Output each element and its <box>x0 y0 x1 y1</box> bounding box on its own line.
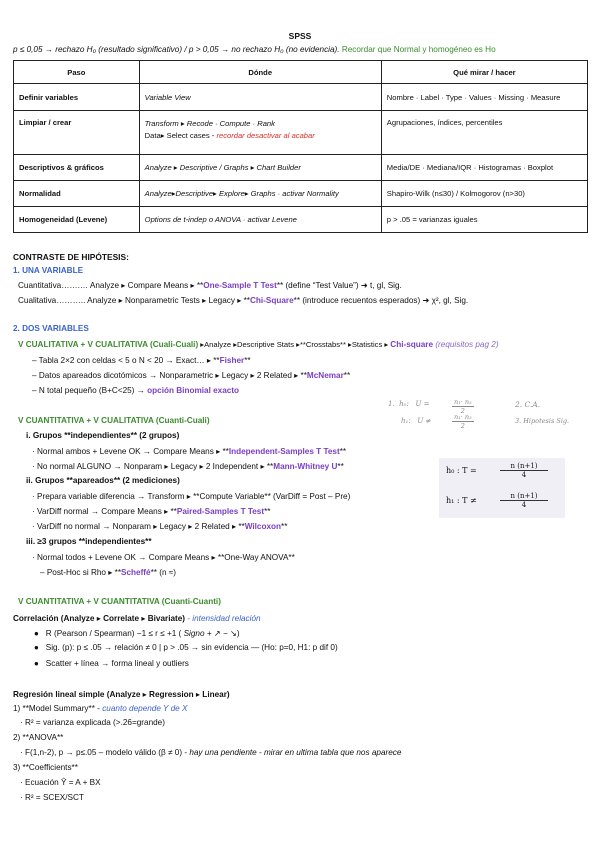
note-text: U = <box>415 400 430 408</box>
table-row <box>14 207 588 233</box>
line-text: – N total pequeño (B+C<25) → <box>32 386 148 395</box>
regresion-anova-detail <box>20 748 401 757</box>
bullet: ● <box>34 629 46 638</box>
fraction-denominator: 4 <box>521 471 527 479</box>
table-cell-paso: Definir variables <box>14 84 140 111</box>
test-name: Scheffé <box>121 568 151 577</box>
line-text: ** (n ≈) <box>150 568 177 577</box>
hypothesis-h1: h₁ : T ≠ <box>446 496 477 505</box>
table-cell-mirar: p > .05 = varianzas iguales <box>381 207 587 233</box>
regresion-heading: Regresión lineal simple (Analyze ▸ Regression ▸ Linear) <box>13 690 230 699</box>
regresion-anova: 2) **ANOVA** <box>13 733 64 742</box>
test-name: Independent-Samples T Test <box>228 447 340 456</box>
donde-select-cases: Data▸ Select cases - <box>144 131 217 140</box>
regresion-r2-formula: · R² = SCEX/SCT <box>20 793 84 802</box>
cuanti-cuanti-heading: V CUANTITATIVA + V CUANTITATIVA (Cuanti-Cuanti) <box>18 597 221 606</box>
line-text: ** <box>339 447 347 456</box>
line-text: Cualitativa……….. Analyze ▸ Nonparametric Tests ▸ Legacy ▸ ** <box>18 296 250 305</box>
apareados-heading: ii. Grupos **apareados** (2 mediciones) <box>26 476 180 485</box>
table-cell-mirar: Media/DE · Mediana/IQR · Histogramas · Boxplot <box>381 155 587 181</box>
hypothesis-h1-fraction <box>500 492 548 509</box>
note-text: h₁: <box>401 417 411 425</box>
line-text: Cuantitativa…….… Analyze ▸ Compare Means ▸ ** <box>18 281 204 290</box>
table-cell-mirar: Shapiro-Wilk (n≤30) / Kolmogorov (n>30) <box>381 181 587 207</box>
correlacion-bullet-3 <box>34 659 189 668</box>
table-cell-paso: Descriptivos & gráficos <box>14 155 140 181</box>
line-text: Scatter + línea → forma lineal y outliers <box>45 659 189 668</box>
line-text: ) <box>236 629 240 638</box>
fraction-numerator: n (n+1) <box>500 462 548 471</box>
line-text: · VarDiff normal → Compare Means ▸ ** <box>32 507 177 516</box>
note-text: n₁· n₂ <box>454 413 472 421</box>
handwritten-note-2: 2. C.A. <box>515 400 541 409</box>
test-name: Mann-Whitney U <box>273 462 338 471</box>
table-header-row <box>14 61 588 84</box>
table-cell-donde: Variable View <box>139 84 381 111</box>
line-text: R (Pearson / Spearman) −1 ≤ r ≤ +1 ( <box>45 629 184 638</box>
line-text: ** (define “Test Value”) ➜ t, gl, Sig. <box>276 281 402 290</box>
tres-grupos-anova: · Normal todos + Levene OK → Compare Means ▸ **One-Way ANOVA** <box>32 553 295 562</box>
test-name: One-Sample T Test <box>203 281 277 290</box>
line-text: ** <box>343 371 351 380</box>
line-text: – Tabla 2×2 con celdas < 5 o N < 20 → Exact… ▸ ** <box>32 356 220 365</box>
header-paso: Paso <box>14 61 140 84</box>
table-cell-paso: Limpiar / crear <box>14 111 140 155</box>
header-donde: Dónde <box>139 61 381 84</box>
apareados-no-normal <box>32 521 287 531</box>
correlacion-bullet-2 <box>34 643 338 652</box>
bullet: ● <box>34 643 46 652</box>
una-variable-heading: 1. UNA VARIABLE <box>13 266 84 275</box>
regresion-r2: · R² = varianza explicada (>.26=grande) <box>20 718 165 727</box>
fraction-denominator: 4 <box>521 501 527 509</box>
line-text: ** <box>264 507 271 516</box>
test-name: Paired-Samples T Test <box>176 507 265 516</box>
correlacion-note: - intensidad relación <box>185 614 261 623</box>
note-text: 2 <box>460 407 465 415</box>
regresion-model-summary <box>13 704 187 713</box>
cuanti-cuali-heading: V CUANTITATIVA + V CUALITATIVA (Cuanti-Cuali) <box>18 416 210 425</box>
independientes-no-normal <box>32 461 344 471</box>
apareados-diferencia: · Prepara variable diferencia → Transform ▸ **Compute Variable** (VarDiff = Post – Pre) <box>32 492 351 501</box>
table-cell-donde <box>139 111 381 155</box>
regresion-ecuacion: · Ecuación Ŷ = A + BX <box>20 778 101 787</box>
cuali-cuali-fisher <box>32 355 251 365</box>
requisitos-note: (requisitos pag 2) <box>433 340 499 349</box>
test-name: McNemar <box>306 371 344 380</box>
hypothesis-h0: h₀ : T = <box>446 466 477 475</box>
steps-table <box>13 60 588 233</box>
page-title: SPSS <box>288 31 312 41</box>
cuali-cuali-binomial <box>32 386 239 395</box>
decision-rule-note: Recordar que Normal y homogéneo es Ho <box>339 45 496 54</box>
decision-rule-text: p ≤ 0,05 → rechazo H₀ (resultado significativo) / p > 0,05 → no rechazo H₀ (no evidencia). <box>13 45 340 54</box>
signo-text: Signo + ↗ − ↘ <box>183 629 237 638</box>
tres-grupos-posthoc <box>40 567 176 577</box>
model-summary-note: cuanto depende Y de X <box>102 704 188 713</box>
table-cell-mirar: Agrupaciones, índices, percentiles <box>381 111 587 155</box>
table-cell-donde: Options de t-indep o ANOVA · activar Levene <box>139 207 381 233</box>
correlacion-heading: Correlación (Analyze ▸ Correlate ▸ Bivariate) <box>13 614 186 623</box>
bullet: ● <box>34 659 46 668</box>
line-text: ** <box>337 462 344 471</box>
note-text: U ≠ <box>417 417 432 425</box>
line-text: ** <box>244 356 251 365</box>
test-name: Chi-Square <box>249 296 294 305</box>
test-name: Chi-square <box>390 340 434 349</box>
table-row <box>14 111 588 155</box>
note-text: 2 <box>460 422 465 430</box>
handwritten-note-3: 3. Hipotesis Sig. <box>515 417 570 425</box>
cuali-cuali-heading: V CUALITATIVA + V CUALITATIVA (Cuali-Cuali) <box>18 340 199 349</box>
note-text: 1. <box>388 400 395 408</box>
test-name: opción Binomial exacto <box>147 386 240 395</box>
note-text: n₁· n₂ <box>454 398 472 406</box>
regresion-coefficients: 3) **Coefficients** <box>13 763 78 772</box>
table-row <box>14 155 588 181</box>
tres-grupos-heading: iii. ≥3 grupos **independientes** <box>26 537 152 546</box>
line-text: ** <box>281 522 288 531</box>
line-text: · No normal ALGUNO → Nonparam ▸ Legacy ▸ 2 Independent ▸ ** <box>32 462 274 471</box>
table-row <box>14 84 588 111</box>
correlacion-bullet-1 <box>34 628 240 638</box>
table-cell-paso: Normalidad <box>14 181 140 207</box>
table-cell-paso: Homogeneidad (Levene) <box>14 207 140 233</box>
test-name: Fisher <box>219 356 245 365</box>
independientes-normal <box>32 446 346 456</box>
contraste-heading: CONTRASTE DE HIPÓTESIS: <box>13 252 129 262</box>
test-name: Wilcoxon <box>244 522 282 531</box>
fraction-numerator: n (n+1) <box>500 492 548 501</box>
line-text: – Datos apareados dicotómicos → Nonparametric ▸ Legacy ▸ 2 Related ▸ ** <box>32 371 307 380</box>
donde-line-1: Transform ▸ Recode · Compute · Rank <box>144 119 275 128</box>
correlacion-row <box>13 613 261 623</box>
table-row <box>14 181 588 207</box>
una-variable-cualitativa <box>18 295 468 305</box>
line-text: ** (introduce recuentos esperados) ➜ χ², gl, Sig. <box>293 296 469 305</box>
table-cell-donde: Analyze▸Descriptive▸ Explore▸ Graphs · activar Normality <box>139 181 381 207</box>
table-cell-mirar: Nombre · Label · Type · Values · Missing · Measure <box>381 84 587 111</box>
line-text: · VarDiff no normal → Nonparam ▸ Legacy ▸ 2 Related ▸ ** <box>32 522 245 531</box>
line-text: Sig. (p): p ≤ .05 → relación ≠ 0 | p > .05 → sin evidencia — (Ho: p=0, H1: p dif 0) <box>45 643 338 652</box>
line-text: · Normal ambos + Levene OK → Compare Means ▸ ** <box>32 447 229 456</box>
line-text: – Post-Hoc si Rho ▸ ** <box>40 568 122 577</box>
handwritten-fraction-2 <box>452 413 474 430</box>
hypothesis-h0-fraction <box>500 462 548 479</box>
anova-note: hay una pendiente - mirar en ultima tabla que nos aparece <box>189 748 402 757</box>
note-text: h₀: <box>399 400 409 408</box>
line-text: 1) **Model Summary** - <box>13 704 103 713</box>
donde-line-2 <box>145 130 376 142</box>
handwritten-note-1 <box>388 400 430 408</box>
independientes-heading: i. Grupos **independientes** (2 grupos) <box>26 431 180 440</box>
cuali-cuali-row <box>18 340 499 349</box>
apareados-normal <box>32 506 270 516</box>
donde-reminder: recordar desactivar al acabar <box>216 131 315 140</box>
decision-rule <box>13 45 496 54</box>
table-cell-donde: Analyze ▸ Descriptive / Graphs ▸ Chart Builder <box>139 155 381 181</box>
line-text: ▸Analyze ▸Descriptive Stats ▸**Crosstabs** ▸Statistics ▸ <box>198 340 391 349</box>
cuali-cuali-mcnemar <box>32 370 350 380</box>
una-variable-cuantitativa <box>18 280 402 290</box>
header-mirar: Qué mirar / hacer <box>381 61 587 84</box>
dos-variables-heading: 2. DOS VARIABLES <box>13 324 89 333</box>
line-text: · F(1,n-2), p → p≤.05 – modelo válido (β ≠ 0) - <box>20 748 190 757</box>
handwritten-note-1b <box>401 417 431 425</box>
